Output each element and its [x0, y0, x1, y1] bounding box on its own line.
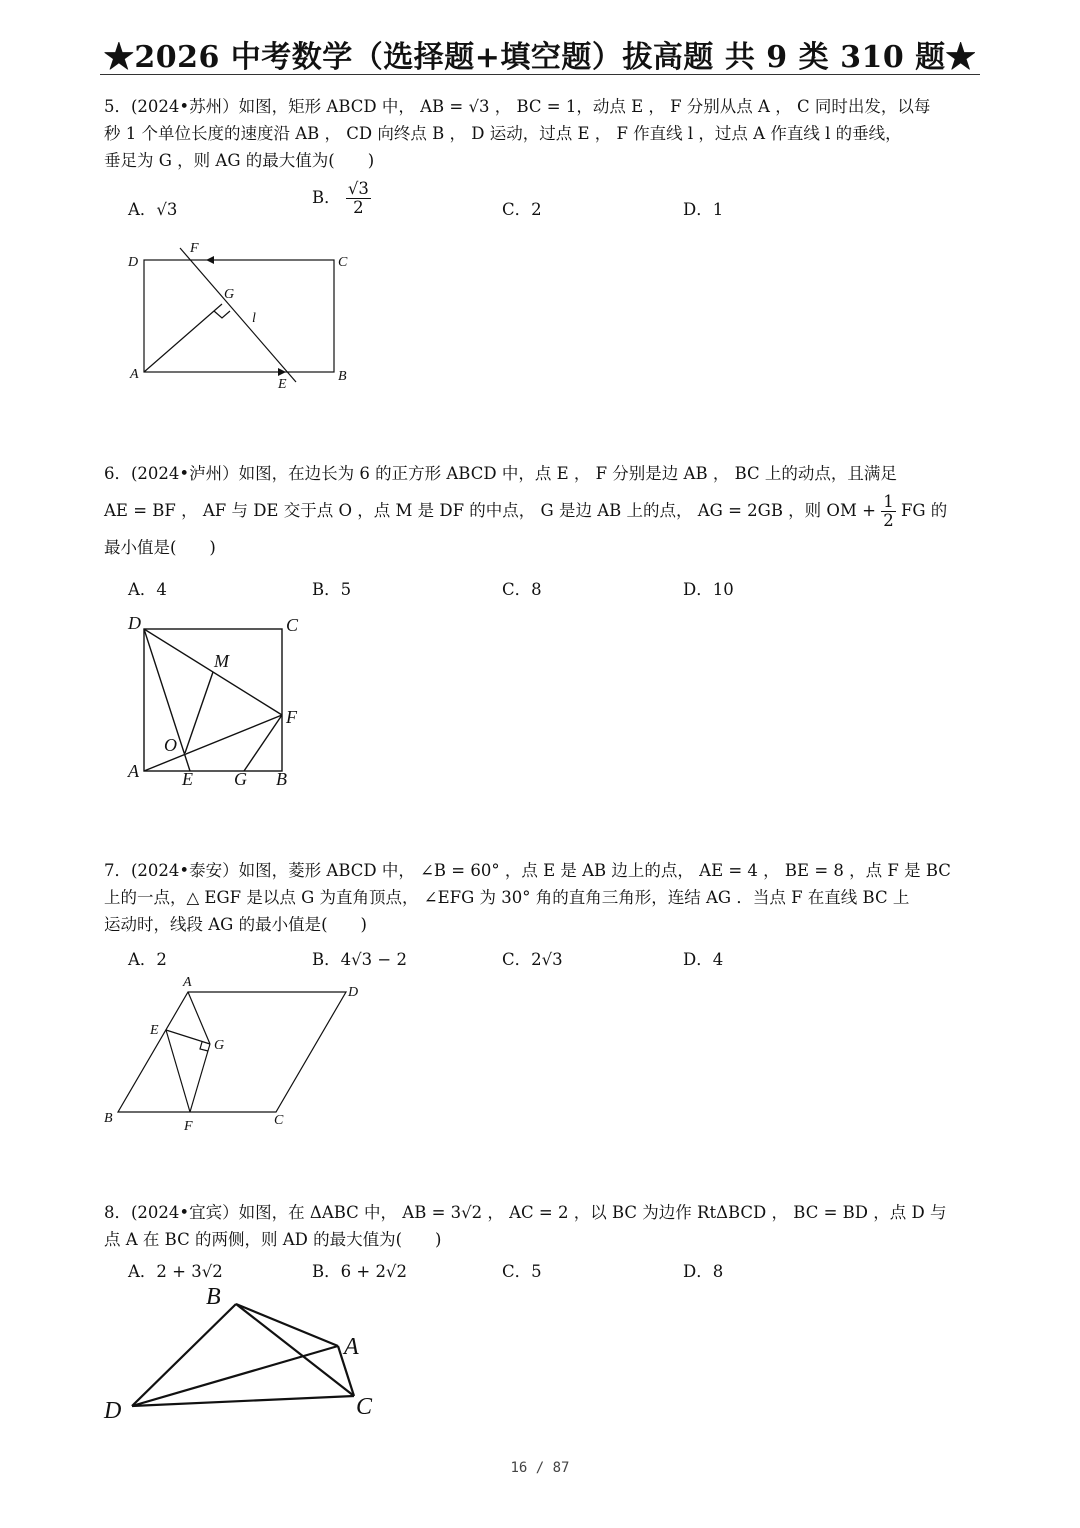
label-g: G [224, 287, 235, 302]
label-l: l [252, 311, 256, 326]
question-7-line-2: 上的一点，△ EGF 是以点 G 为直角顶点， ∠EFG 为 30° 角的直角三角形，连结 AG ．当点 F 在直线 BC 上 [104, 888, 910, 907]
label-c: C [274, 1113, 284, 1128]
question-8 [104, 1199, 984, 1253]
page-number: 16 / 87 [510, 1460, 570, 1476]
label-g: G [234, 769, 247, 789]
question-5-option-b-fraction [346, 180, 371, 217]
segment-eg [166, 1030, 210, 1044]
question-8-option-a: A．2 + 3√2 [128, 1262, 223, 1281]
question-8-option-d: D．8 [683, 1262, 724, 1281]
header-divider [100, 74, 980, 75]
question-6-line-3: 最小值是( ) [104, 538, 216, 557]
label-f: F [190, 241, 199, 256]
question-7-option-b: B．4√3 − 2 [312, 950, 407, 969]
segment-bc [236, 1304, 354, 1396]
question-7-line-1: 7．(2024•泰安）如图，菱形 ABCD 中， ∠B = 60° ，点 E 是 AB 边上的点， AE = 4 ， BE = 8 ，点 F 是 BC [104, 861, 951, 880]
label-e: E [278, 377, 287, 392]
label-d: D [348, 985, 359, 1000]
question-5-option-d: D．1 [683, 200, 724, 219]
label-a: A [183, 975, 192, 990]
question-6-line-1: 6．(2024•泸州）如图，在边长为 6 的正方形 ABCD 中，点 E ， F 分别是边 AB ， BC 上的动点，且满足 [104, 464, 897, 483]
question-7 [104, 857, 984, 938]
question-6 [104, 460, 984, 561]
segment-gf [190, 1044, 210, 1112]
label-o: O [164, 735, 177, 755]
segment-ef [166, 1030, 190, 1112]
label-c: C [338, 255, 348, 270]
segment-om [185, 672, 213, 753]
label-c: C [286, 615, 299, 635]
question-7-figure [100, 970, 370, 1140]
question-7-option-c: C．2√3 [502, 950, 563, 969]
question-6-half-denominator: 2 [883, 511, 894, 530]
segment-ag [188, 992, 210, 1044]
question-5-line-2: 秒 1 个单位长度的速度沿 AB ， CD 向终点 B ， D 运动，过点 E ， F 作直线 l ，过点 A 作直线 l 的垂线， [104, 124, 902, 143]
label-f: F [184, 1119, 193, 1134]
label-d: D [128, 613, 141, 633]
segment-dc [132, 1396, 354, 1406]
question-7-line-3: 运动时，线段 AG 的最小值是( ) [104, 915, 367, 934]
question-5-line-1: 5．(2024•苏州）如图，矩形 ABCD 中， AB = √3 ， BC = 1，动点 E ， F 分别从点 A ， C 同时出发，以每 [104, 97, 931, 116]
question-8-option-c: C．5 [502, 1262, 542, 1281]
label-d: D [104, 1398, 122, 1424]
question-6-option-a: A．4 [128, 580, 167, 599]
question-5-option-b-denominator: 2 [353, 198, 364, 217]
question-6-half-numerator: 1 [883, 492, 894, 511]
label-b: B [276, 769, 287, 789]
question-8-line-2: 点 A 在 BC 的两侧，则 AD 的最大值为( ) [104, 1230, 442, 1249]
line-l [180, 248, 296, 382]
segment-ag [144, 304, 222, 372]
right-angle-mark [214, 311, 230, 318]
label-a: A [128, 761, 139, 781]
question-6-option-d: D．10 [683, 580, 734, 599]
question-7-option-a: A．2 [128, 950, 167, 969]
label-b: B [206, 1284, 221, 1310]
label-d: D [128, 255, 139, 270]
label-b: B [104, 1111, 113, 1126]
label-b: B [338, 369, 347, 384]
segment-ba [236, 1304, 338, 1346]
question-5 [104, 93, 984, 174]
label-a: A [344, 1334, 359, 1360]
question-5-option-b-numerator: √3 [347, 179, 369, 198]
question-5-option-b [312, 180, 371, 217]
question-6-half-fraction [881, 493, 896, 530]
label-f: F [286, 707, 297, 727]
question-5-option-c: C．2 [502, 200, 542, 219]
label-m: M [214, 651, 229, 671]
question-5-option-b-prefix: B． [312, 188, 341, 207]
question-8-line-1: 8．(2024•宜宾）如图，在 ΔABC 中， AB = 3√2 ， AC = 2 ，以 BC 为边作 RtΔBCD ， BC = BD ，点 D 与 [104, 1203, 947, 1222]
question-5-option-a: A．√3 [128, 200, 178, 219]
question-6-line-2-right: FG 的 [900, 501, 948, 520]
question-6-option-b: B．5 [312, 580, 352, 599]
label-c: C [356, 1394, 373, 1420]
label-a: A [130, 367, 139, 382]
question-6-option-c: C．8 [502, 580, 542, 599]
label-g: G [214, 1038, 225, 1053]
label-e: E [150, 1023, 159, 1038]
question-8-figure [100, 1280, 390, 1430]
question-5-figure [110, 236, 370, 396]
question-6-line-2-left: AE = BF ， AF 与 DE 交于点 O ，点 M 是 DF 的中点， G 是边 AB 上的点， AG = 2GB ，则 OM + [104, 501, 876, 520]
page-header-title: ★2026 中考数学（选择题+填空题）拔高题 共 9 类 310 题★ [103, 40, 977, 75]
arrow-f-icon [206, 256, 214, 264]
question-7-option-d: D．4 [683, 950, 724, 969]
label-e: E [182, 769, 193, 789]
question-6-line-2 [104, 493, 984, 530]
rhombus-abcd [118, 992, 346, 1112]
question-5-line-3: 垂足为 G ，则 AG 的最大值为( ) [104, 151, 375, 170]
question-8-option-b: B．6 + 2√2 [312, 1262, 407, 1281]
question-6-figure [120, 605, 320, 795]
